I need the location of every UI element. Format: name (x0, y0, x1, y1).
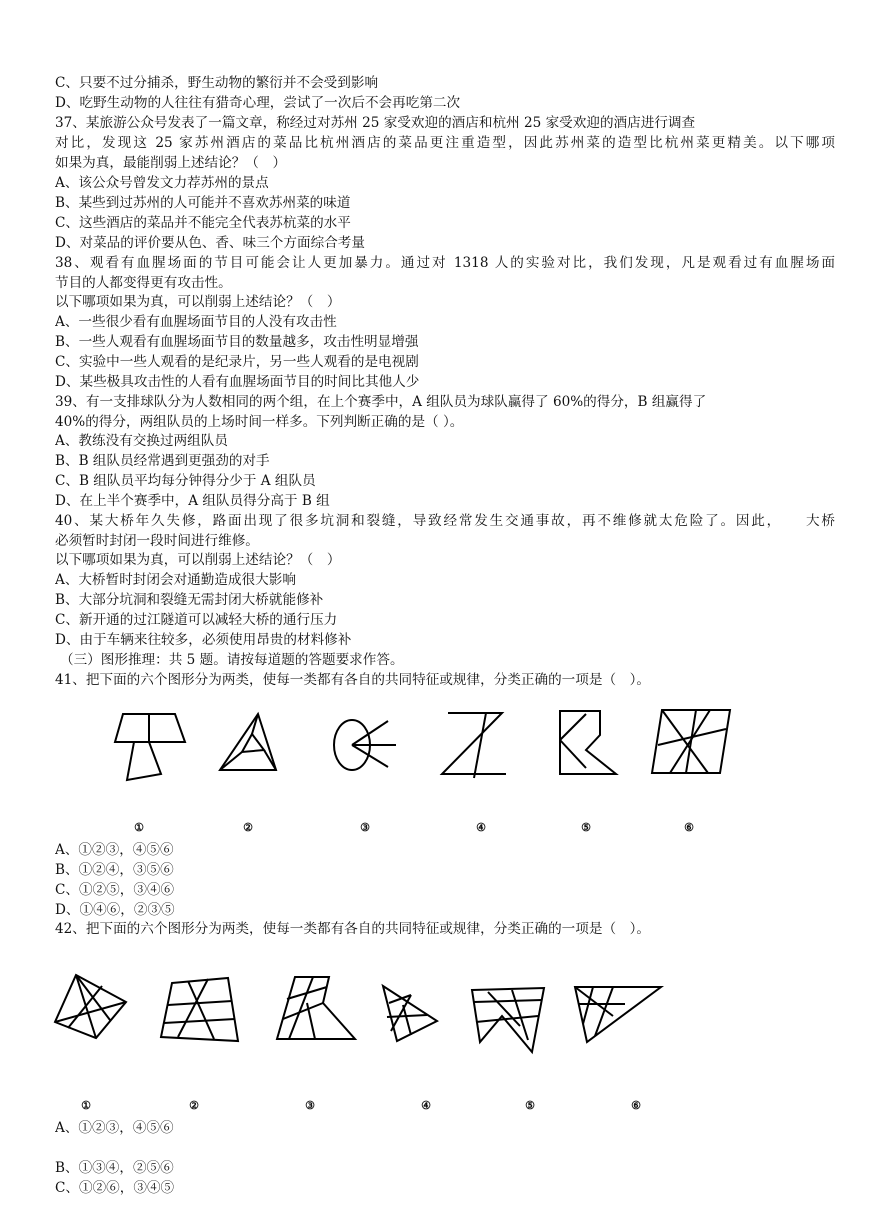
q40-stem-line-1: 40、某大桥年久失修，路面出现了很多坑洞和裂缝，导致经常发生交通事故，再不维修就太危险了。因此， 大桥 (55, 513, 835, 529)
q38-stem-line-2: 节目的人都变得更有攻击性。 (55, 275, 232, 291)
q41-option-d: D、①④⑥，②③⑤ (55, 902, 175, 918)
q37-stem-line-1: 37、某旅游公众号发表了一篇文章，称经过对苏州 25 家受欢迎的酒店和杭州 25 家受欢迎的酒店进行调查 (55, 115, 696, 131)
q41-option-c: C、①②⑤，③④⑥ (55, 882, 175, 898)
q41-stem: 41、把下面的六个图形分为两类，使每一类都有各自的共同特征或规律，分类正确的一项是（ ）。 (55, 672, 651, 688)
q41-figure-1 (113, 712, 188, 784)
q42-option-b: B、①③④，②⑤⑥ (55, 1160, 174, 1176)
q42-figure-5 (466, 986, 548, 1058)
q42-stem: 42、把下面的六个图形分为两类，使每一类都有各自的共同特征或规律，分类正确的一项是（ ）。 (55, 921, 651, 937)
q39-stem-line-2: 40%的得分，两组队员的上场时间一样多。下列判断正确的是（ ）。 (55, 414, 464, 430)
q42-figure-1 (52, 972, 130, 1042)
q39-option-d: D、在上半个赛季中，A 组队员得分高于 B 组 (55, 493, 330, 509)
q36-option-d: D、吃野生动物的人往往有猎奇心理，尝试了一次后不会再吃第二次 (55, 95, 461, 111)
q42-figure-label-6: ⑥ (631, 1099, 641, 1112)
q41-figure-label-4: ④ (476, 821, 486, 834)
q37-option-b: B、某些到过苏州的人可能并不喜欢苏州菜的味道 (55, 195, 351, 211)
q41-figure-6 (650, 707, 732, 777)
q40-option-c: C、新开通的过江隧道可以减轻大桥的通行压力 (55, 612, 338, 628)
q42-figure-2 (158, 975, 240, 1045)
q41-figure-2 (218, 712, 280, 778)
q41-option-b: B、①②④，③⑤⑥ (55, 862, 174, 878)
q38-option-c: C、实验中一些人观看的是纪录片，另一些人观看的是电视剧 (55, 354, 419, 370)
q37-option-c: C、这些酒店的菜品并不能完全代表苏杭菜的水平 (55, 215, 351, 231)
q41-figure-3 (330, 715, 400, 775)
q40-option-b: B、大部分坑洞和裂缝无需封闭大桥就能修补 (55, 592, 324, 608)
q39-option-a: A、教练没有交换过两组队员 (55, 433, 228, 449)
q39-option-c: C、B 组队员平均每分钟得分少于 A 组队员 (55, 473, 316, 489)
q38-option-a: A、一些很少看有血腥场面节目的人没有攻击性 (55, 314, 337, 330)
q38-option-d: D、某些极具攻击性的人看有血腥场面节目的时间比其他人少 (55, 374, 420, 390)
q42-figure-4 (381, 983, 441, 1045)
q41-figure-label-1: ① (134, 821, 144, 834)
q41-figure-label-5: ⑤ (581, 821, 591, 834)
q38-stem-line-1: 38、观看有血腥场面的节目可能会让人更加暴力。通过对 1318 人的实验对比，我们发现，凡是观看过有血腥场面 (55, 255, 835, 271)
q41-option-a: A、①②③，④⑤⑥ (55, 842, 174, 858)
q40-option-a: A、大桥暂时封闭会对通勤造成很大影响 (55, 572, 296, 588)
q40-stem-line-2: 必须暂时封闭一段时间进行维修。 (55, 533, 259, 549)
q42-figure-label-4: ④ (421, 1099, 431, 1112)
q40-question: 以下哪项如果为真，可以削弱上述结论？（ ） (55, 552, 341, 568)
q38-question: 以下哪项如果为真，可以削弱上述结论？（ ） (55, 294, 341, 310)
q41-figure-5 (556, 708, 620, 778)
q41-figure-label-6: ⑥ (684, 821, 694, 834)
q38-option-b: B、一些人观看有血腥场面节目的数量越多，攻击性明显增强 (55, 334, 419, 350)
q42-figure-6 (573, 984, 665, 1046)
q42-figure-label-2: ② (189, 1099, 199, 1112)
q37-stem-line-3: 如果为真，最能削弱上述结论？（ ） (55, 155, 287, 171)
q42-figure-label-1: ① (81, 1099, 91, 1112)
q36-option-c: C、只要不过分捕杀，野生动物的繁衍并不会受到影响 (55, 75, 379, 91)
q42-option-c: C、①②⑥，③④⑤ (55, 1180, 175, 1196)
q42-option-a: A、①②③，④⑤⑥ (55, 1120, 174, 1136)
q42-figure-label-5: ⑤ (525, 1099, 535, 1112)
q42-figure-3 (275, 973, 357, 1045)
q37-stem-line-2: 对比，发现这 25 家苏州酒店的菜品比杭州酒店的菜品更注重造型，因此苏州菜的造型比杭州菜更精美。以下哪项 (55, 135, 835, 151)
q37-option-d: D、对菜品的评价要从色、香、味三个方面综合考量 (55, 235, 365, 251)
q42-figure-label-3: ③ (305, 1099, 315, 1112)
q41-figure-label-3: ③ (360, 821, 370, 834)
section-heading: （三）图形推理：共 5 题。请按每道题的答题要求作答。 (60, 652, 404, 668)
q41-figure-label-2: ② (243, 821, 253, 834)
q41-figure-4 (438, 710, 510, 780)
q37-option-a: A、该公众号曾发文力荐苏州的景点 (55, 175, 269, 191)
q40-option-d: D、由于车辆来往较多，必须使用昂贵的材料修补 (55, 632, 352, 648)
q39-stem-line-1: 39、有一支排球队分为人数相同的两个组，在上个赛季中，A 组队员为球队赢得了 60%的得分，B 组赢得了 (55, 394, 707, 410)
q39-option-b: B、B 组队员经常遇到更强劲的对手 (55, 453, 270, 469)
